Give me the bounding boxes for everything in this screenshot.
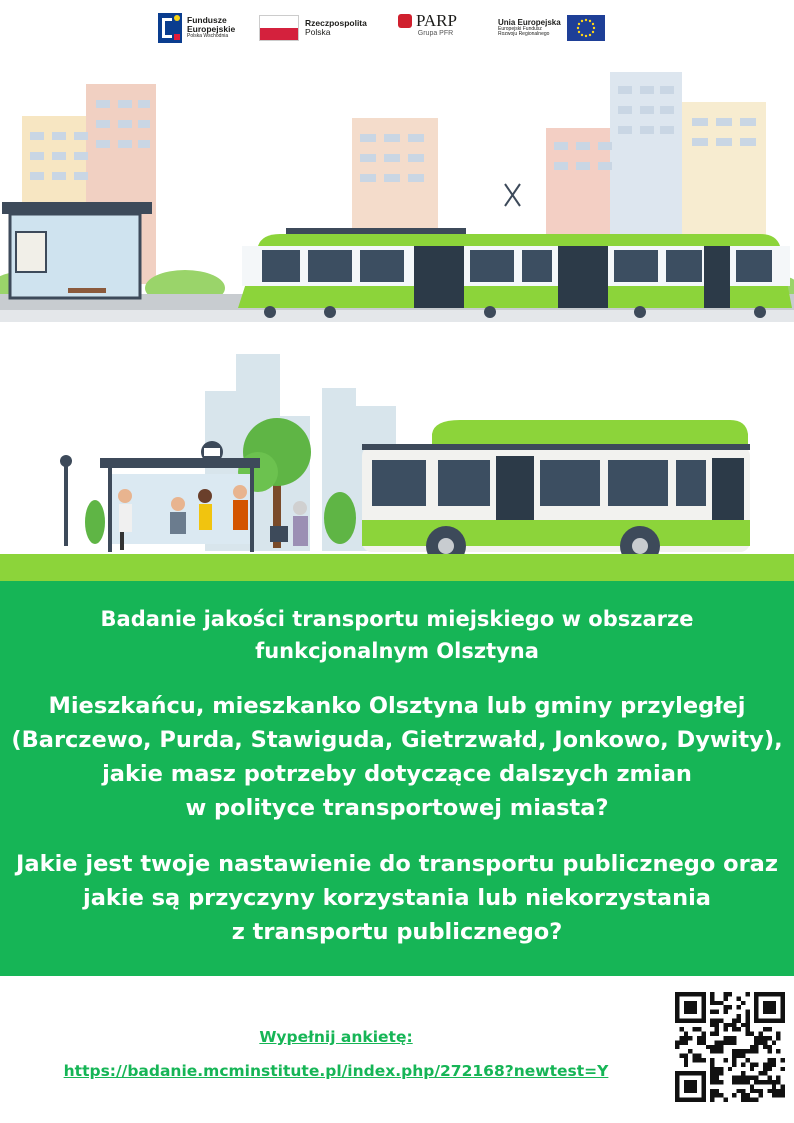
bus-scene — [0, 338, 794, 581]
question-line: (Barczewo, Purda, Stawiguda, Gietrzwałd, Jonkowo, Dywity), — [11, 727, 783, 753]
question-line: w polityce transportowej miasta? — [185, 795, 609, 821]
survey-cta — [0, 1020, 672, 1088]
fe-emblem-icon — [158, 13, 182, 43]
question-attitude — [0, 847, 794, 949]
eu-line2: Europejski Fundusz — [498, 25, 542, 32]
survey-link[interactable]: https://badanie.mcminstitute.pl/index.php/272168?newtest=Y — [63, 1062, 609, 1080]
parp-mark-icon — [398, 14, 412, 28]
logo-strip — [0, 0, 794, 56]
transport-illustration — [0, 56, 794, 581]
parp-name: PARP — [416, 11, 457, 30]
tram-shelter — [2, 202, 152, 298]
parp-sub: Grupa PFR — [417, 29, 454, 37]
question-line: jakie są przyczyny korzystania lub niekorzystania — [83, 885, 711, 911]
eu-flag-icon — [567, 15, 605, 41]
grass-strip — [0, 554, 794, 581]
unia-europejska-logo — [498, 10, 605, 46]
rp-line2: Polska — [305, 27, 331, 37]
title-line: funkcjonalnym Olsztyna — [255, 639, 539, 663]
question-line: Mieszkańcu, mieszkanko Olsztyna lub gminy przyległej — [48, 693, 746, 719]
fe-line1: Fundusze — [187, 15, 227, 26]
rp-line1: Rzeczpospolita — [305, 18, 367, 29]
question-residents — [0, 689, 794, 825]
eu-line3: Rozwoju Regionalnego — [498, 31, 550, 38]
qr-code[interactable] — [675, 992, 785, 1102]
tram-scene — [0, 72, 794, 322]
survey-title — [0, 603, 794, 667]
title-line: Badanie jakości transportu miejskiego w obszarze — [100, 607, 694, 631]
fe-line2: Europejskie — [187, 24, 236, 35]
street-lamp — [64, 464, 68, 546]
cta-label: Wypełnij ankietę: — [259, 1028, 413, 1046]
polish-flag-icon — [259, 15, 299, 41]
survey-banner — [0, 581, 794, 976]
rzeczpospolita-polska-logo — [259, 10, 367, 46]
question-line: Jakie jest twoje nastawienie do transportu publicznego oraz — [16, 851, 778, 877]
fundusze-europejskie-logo — [158, 10, 235, 46]
question-line: jakie masz potrzeby dotyczące dalszych zmian — [102, 761, 692, 787]
parp-logo — [398, 12, 457, 48]
fe-line3: Polska Wschodnia — [187, 33, 229, 40]
question-line: z transportu publicznego? — [231, 919, 563, 945]
eu-line1: Unia Europejska — [498, 17, 561, 27]
